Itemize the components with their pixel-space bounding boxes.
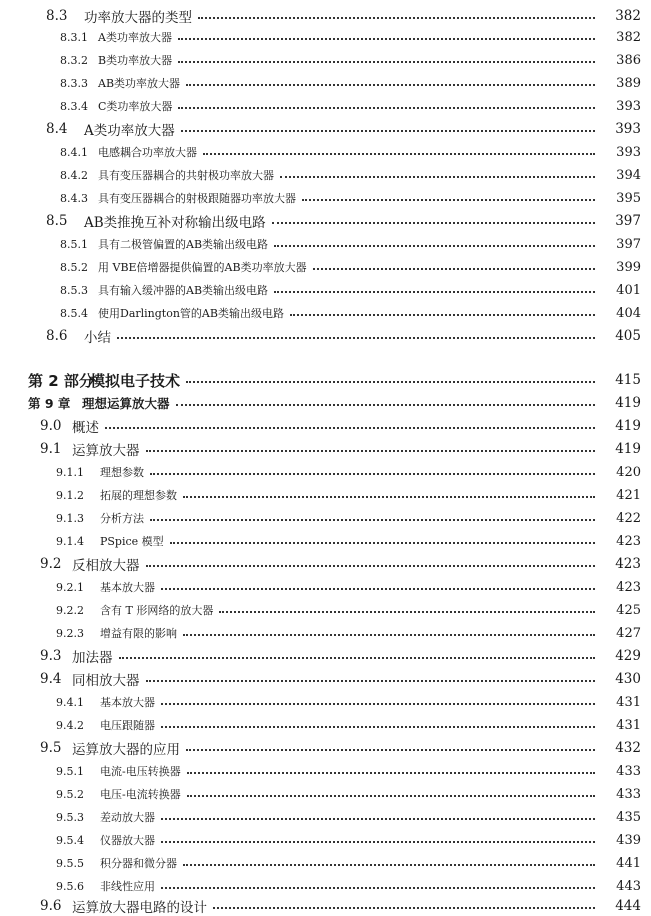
toc-entry-number: 9.1.2: [56, 488, 84, 502]
dot-leader: [150, 519, 595, 521]
dot-leader: [186, 749, 595, 751]
toc-entry[interactable]: [0, 257, 651, 277]
toc-entry-page-number: 415: [615, 372, 641, 388]
toc-entry-title: 具有输入缓冲器的AB类输出级电路: [98, 284, 269, 297]
toc-entry-page-number: 421: [616, 487, 641, 503]
toc-entry-title: AB类推挽互补对称输出级电路: [84, 215, 266, 231]
toc-entry[interactable]: [0, 508, 651, 528]
toc-entry-title: 积分器和微分器: [100, 857, 177, 870]
toc-entry-number: 9.5.1: [56, 764, 84, 778]
toc-entry-number: 9.5.5: [56, 856, 84, 870]
toc-entry-title: 运算放大器的应用: [72, 742, 180, 758]
toc-entry-page-number: 441: [616, 855, 641, 871]
toc-entry[interactable]: [0, 784, 651, 804]
toc-entry-title: 电压-电流转换器: [100, 788, 181, 801]
toc-entry-number: 9.2.1: [56, 580, 84, 594]
dot-leader: [290, 314, 595, 316]
toc-entry-page-number: 433: [616, 786, 641, 802]
toc-entry-title: 电流-电压转换器: [100, 765, 181, 778]
toc-entry-page-number: 397: [615, 213, 641, 229]
toc-entry-title: 电感耦合功率放大器: [98, 146, 197, 159]
toc-entry-page-number: 393: [616, 144, 641, 160]
dot-leader: [280, 176, 595, 178]
toc-entry-page-number: 397: [616, 236, 641, 252]
toc-entry-number: 9.2.3: [56, 626, 84, 640]
toc-entry-number: 8.4.3: [60, 191, 88, 205]
toc-entry[interactable]: [0, 165, 651, 185]
toc-entry-title: 含有 T 形网络的放大器: [100, 604, 214, 617]
toc-entry-title: 仪器放大器: [100, 834, 155, 847]
toc-entry-number: 8.5.4: [60, 306, 88, 320]
toc-entry-page-number: 432: [615, 740, 641, 756]
toc-entry-title: 非线性应用: [100, 880, 155, 893]
toc-entry-title: 模拟电子技术: [90, 371, 181, 390]
toc-entry-title: B类功率放大器: [98, 54, 173, 67]
toc-entry-number: 9.0: [40, 418, 62, 434]
toc-entry-title: PSpice 模型: [100, 535, 164, 548]
toc-entry-page-number: 423: [616, 579, 641, 595]
toc-entry-page-number: 405: [615, 328, 641, 344]
toc-entry-number: 8.6: [46, 328, 68, 344]
dot-leader: [161, 841, 595, 843]
dot-leader: [198, 17, 595, 19]
toc-entry-page-number: 393: [616, 98, 641, 114]
dot-leader: [146, 450, 596, 452]
toc-entry-number: 9.5.2: [56, 787, 84, 801]
toc-entry-number: 9.5.6: [56, 879, 84, 893]
dot-leader: [183, 864, 595, 866]
toc-entry-number: 9.4.1: [56, 695, 84, 709]
toc-entry-title: 具有变压器耦合的共射极功率放大器: [98, 169, 274, 182]
toc-entry[interactable]: [0, 50, 651, 70]
toc-entry-number: 9.5: [40, 740, 62, 756]
toc-entry[interactable]: [0, 876, 651, 896]
dot-leader: [274, 291, 595, 293]
toc-entry-page-number: 420: [616, 464, 641, 480]
toc-entry-number: 8.4.2: [60, 168, 88, 182]
toc-entry-number: 第 9 章: [28, 396, 71, 411]
toc-entry-page-number: 419: [615, 395, 641, 411]
toc-entry-title: 功率放大器的类型: [84, 10, 192, 26]
toc-entry-page-number: 395: [616, 190, 641, 206]
dot-leader: [117, 337, 595, 339]
toc-entry-page-number: 429: [615, 648, 641, 664]
toc-entry[interactable]: [0, 830, 651, 850]
dot-leader: [186, 84, 595, 86]
toc-entry-title: 差动放大器: [100, 811, 155, 824]
toc-entry-number: 8.4.1: [60, 145, 88, 159]
toc-entry-page-number: 382: [616, 29, 641, 45]
toc-entry-page-number: 430: [615, 671, 641, 687]
toc-entry-page-number: 423: [615, 556, 641, 572]
toc-entry-title: 用 VBE倍增器提供偏置的AB类功率放大器: [98, 261, 307, 274]
toc-entry-number: 9.3: [40, 648, 62, 664]
toc-entry-page-number: 439: [616, 832, 641, 848]
toc-entry-page-number: 423: [616, 533, 641, 549]
dot-leader: [302, 199, 595, 201]
toc-entry[interactable]: [0, 531, 651, 551]
dot-leader: [274, 245, 595, 247]
toc-entry[interactable]: [0, 439, 651, 459]
dot-leader: [219, 611, 595, 613]
toc-entry-number: 8.3.3: [60, 76, 88, 90]
dot-leader: [161, 726, 595, 728]
toc-entry-title: 理想参数: [100, 466, 144, 479]
dot-leader: [161, 887, 595, 889]
dot-leader: [183, 634, 595, 636]
toc-entry-number: 8.3: [46, 8, 68, 24]
toc-entry-number: 9.5.4: [56, 833, 84, 847]
toc-entry-title: 理想运算放大器: [82, 396, 170, 411]
toc-entry-number: 9.2: [40, 556, 62, 572]
toc-entry-number: 9.1.3: [56, 511, 84, 525]
dot-leader: [150, 473, 595, 475]
toc-entry-number: 9.2.2: [56, 603, 84, 617]
toc-entry[interactable]: [0, 142, 651, 162]
dot-leader: [170, 542, 595, 544]
toc-entry-title: AB类功率放大器: [98, 77, 181, 90]
toc-entry-number: 8.3.1: [60, 30, 88, 44]
toc-entry-page-number: 444: [615, 898, 641, 914]
toc-entry[interactable]: [0, 326, 651, 346]
dot-leader: [313, 268, 595, 270]
toc-entry[interactable]: [0, 280, 651, 300]
dot-leader: [146, 680, 596, 682]
toc-entry-number: 8.5: [46, 213, 68, 229]
toc-entry-number: 8.5.1: [60, 237, 88, 251]
dot-leader: [183, 496, 595, 498]
toc-entry-number: 第 2 部分: [28, 371, 94, 390]
toc-entry-number: 8.5.2: [60, 260, 88, 274]
toc-entry-page-number: 389: [616, 75, 641, 91]
toc-entry-page-number: 443: [616, 878, 641, 894]
toc-entry-title: 分析方法: [100, 512, 144, 525]
toc-entry-title: 增益有限的影响: [100, 627, 177, 640]
toc-entry[interactable]: [0, 577, 651, 597]
toc-entry-number: 9.4: [40, 671, 62, 687]
toc-entry-page-number: 404: [616, 305, 641, 321]
toc-entry-page-number: 399: [616, 259, 641, 275]
toc-entry-number: 8.4: [46, 121, 68, 137]
toc-entry-title: 运算放大器: [72, 443, 140, 459]
toc-entry[interactable]: [0, 393, 651, 413]
dot-leader: [105, 427, 595, 429]
dot-leader: [161, 588, 595, 590]
toc-entry-page-number: 394: [616, 167, 641, 183]
toc-entry-title: A类功率放大器: [84, 123, 175, 139]
toc-entry-page-number: 431: [616, 717, 641, 733]
dot-leader: [203, 153, 595, 155]
toc-entry-page-number: 425: [616, 602, 641, 618]
toc-entry[interactable]: [0, 554, 651, 574]
toc-entry[interactable]: [0, 73, 651, 93]
toc-entry[interactable]: [0, 6, 651, 26]
toc-entry[interactable]: [0, 853, 651, 873]
toc-entry-page-number: 386: [616, 52, 641, 68]
toc-entry[interactable]: [0, 738, 651, 758]
toc-entry[interactable]: [0, 807, 651, 827]
toc-entry[interactable]: [0, 623, 651, 643]
toc-entry[interactable]: [0, 646, 651, 666]
toc-entry-title: 基本放大器: [100, 581, 155, 594]
toc-entry-page-number: 419: [615, 418, 641, 434]
toc-entry-page-number: 431: [616, 694, 641, 710]
toc-entry-title: 拓展的理想参数: [100, 489, 177, 502]
toc-entry-title: 加法器: [72, 650, 113, 666]
toc-entry-title: C类功率放大器: [98, 100, 173, 113]
toc-entry-number: 9.1.1: [56, 465, 84, 479]
toc-entry[interactable]: [0, 692, 651, 712]
toc-entry[interactable]: [0, 485, 651, 505]
dot-leader: [272, 222, 595, 224]
toc-entry-number: 9.6: [40, 898, 62, 914]
dot-leader: [146, 565, 596, 567]
toc-entry-page-number: 419: [615, 441, 641, 457]
toc-entry[interactable]: [0, 416, 651, 436]
toc-entry-title: 小结: [84, 330, 111, 346]
toc-entry[interactable]: [0, 96, 651, 116]
dot-leader: [161, 703, 595, 705]
toc-entry-page-number: 393: [615, 121, 641, 137]
toc-entry-number: 8.5.3: [60, 283, 88, 297]
dot-leader: [119, 657, 596, 659]
dot-leader: [181, 130, 595, 132]
toc-entry-page-number: 382: [615, 8, 641, 24]
toc-entry[interactable]: [0, 303, 651, 323]
toc-entry-page-number: 433: [616, 763, 641, 779]
toc-entry[interactable]: [0, 462, 651, 482]
toc-entry-number: 9.5.3: [56, 810, 84, 824]
toc-entry-title: 具有二极管偏置的AB类输出级电路: [98, 238, 269, 251]
toc-entry-title: A类功率放大器: [98, 31, 172, 44]
toc-entry-page-number: 435: [616, 809, 641, 825]
toc-entry-title: 运算放大器电路的设计: [72, 900, 207, 916]
toc-entry-number: 8.3.2: [60, 53, 88, 67]
dot-leader: [176, 404, 595, 406]
toc-entry[interactable]: [0, 669, 651, 689]
toc-entry-page-number: 401: [616, 282, 641, 298]
toc-entry[interactable]: [0, 188, 651, 208]
toc-entry-page-number: 427: [616, 625, 641, 641]
toc-entry[interactable]: [0, 27, 651, 47]
toc-entry-title: 使用Darlington管的AB类输出级电路: [98, 307, 284, 320]
toc-entry-number: 9.1.4: [56, 534, 84, 548]
toc-entry[interactable]: [0, 370, 651, 390]
toc-entry[interactable]: [0, 211, 651, 231]
toc-entry[interactable]: [0, 761, 651, 781]
toc-entry[interactable]: [0, 896, 651, 916]
toc-entry-title: 反相放大器: [72, 558, 140, 574]
toc-entry[interactable]: [0, 600, 651, 620]
toc-entry-title: 基本放大器: [100, 696, 155, 709]
dot-leader: [161, 818, 595, 820]
dot-leader: [178, 38, 595, 40]
dot-leader: [187, 795, 595, 797]
toc-entry-title: 具有变压器耦合的射极跟随器功率放大器: [98, 192, 296, 205]
toc-entry-number: 8.3.4: [60, 99, 88, 113]
toc-entry-number: 9.1: [40, 441, 62, 457]
toc-entry-title: 电压跟随器: [100, 719, 155, 732]
toc-entry[interactable]: [0, 715, 651, 735]
dot-leader: [213, 907, 595, 909]
dot-leader: [187, 772, 595, 774]
toc-entry-title: 同相放大器: [72, 673, 140, 689]
toc-entry[interactable]: [0, 119, 651, 139]
toc-entry[interactable]: [0, 234, 651, 254]
dot-leader: [178, 107, 595, 109]
toc-entry-page-number: 422: [616, 510, 641, 526]
toc-entry-title: 概述: [72, 420, 99, 436]
dot-leader: [186, 381, 595, 383]
dot-leader: [178, 61, 595, 63]
toc-entry-number: 9.4.2: [56, 718, 84, 732]
